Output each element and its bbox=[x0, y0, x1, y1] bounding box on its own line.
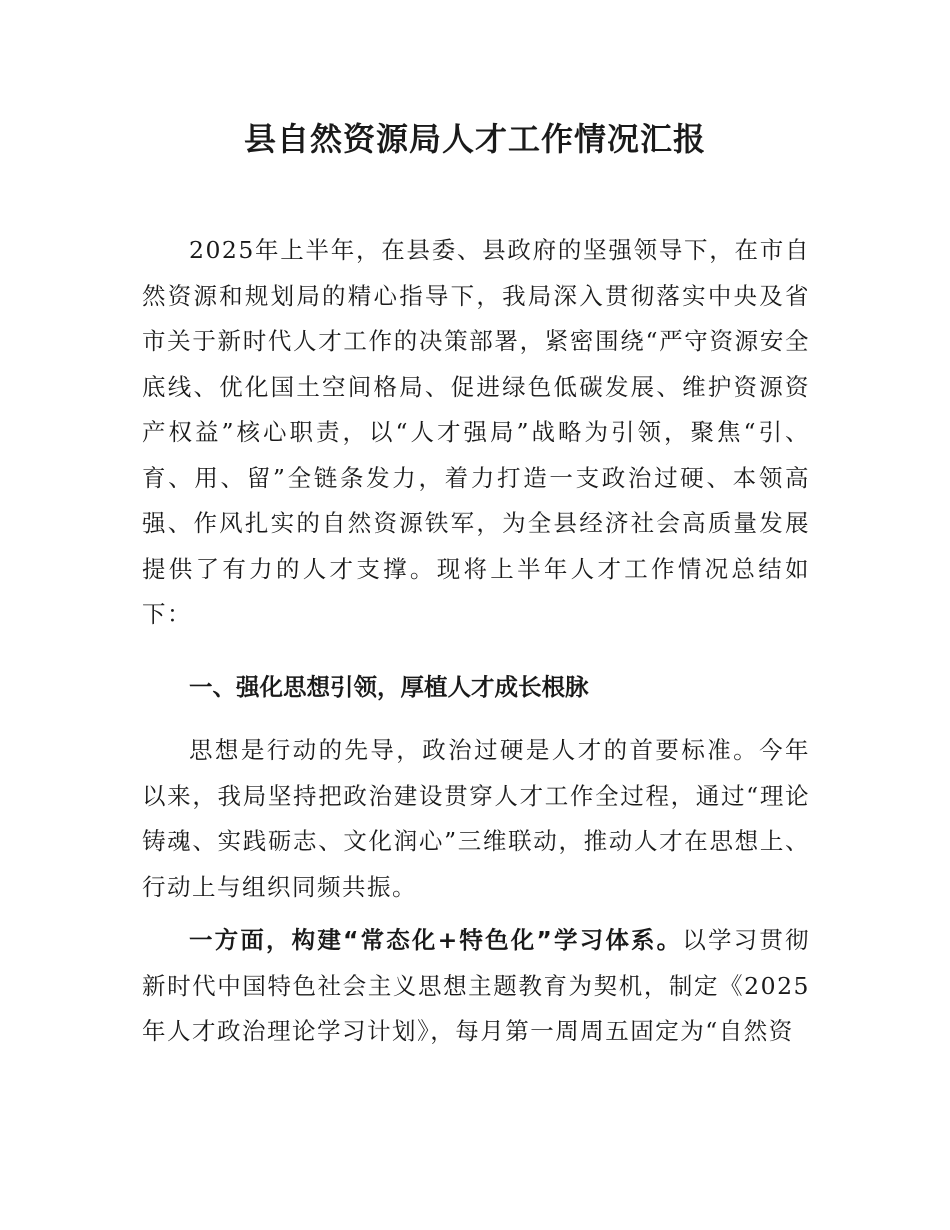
document-title: 县自然资源局人才工作情况汇报 bbox=[243, 120, 706, 158]
point-1-text: 以学习贯彻新时代中国特色社会主义思想主题教育为契机，制定《2025年人才政治理论学习计划》，每月第一周周五固定为“自然资 bbox=[142, 926, 810, 1045]
section-1-point-1-paragraph bbox=[142, 918, 810, 1055]
intro-paragraph: 2025年上半年，在县委、县政府的坚强领导下，在市自然资源和规划局的精心指导下，我局深入贯彻落实中央及省市关于新时代人才工作的决策部署，紧密围绕“严守资源安全底线、优化国土空间格局、促进绿色低碳发展、维护资源资产权益”核心职责，以“人才强局”战略为引领，聚焦“引、育、用、留”全链条发力，着力打造一支政治过硬、本领高强、作风扎实的自然资源铁军，为全县经济社会高质量发展提供了有力的人才支撑。现将上半年人才工作情况总结如下： bbox=[142, 236, 810, 628]
section-1-intro-paragraph: 思想是行动的先导，政治过硬是人才的首要标准。今年以来，我局坚持把政治建设贯穿人才工作全过程，通过“理论铸魂、实践砺志、文化润心”三维联动，推动人才在思想上、行动上与组织同频共振。 bbox=[142, 736, 810, 901]
point-1-lead: 一方面，构建“常态化+特色化”学习体系。 bbox=[189, 926, 683, 954]
section-heading-1: 一、强化思想引领，厚植人才成长根脉 bbox=[189, 673, 589, 701]
